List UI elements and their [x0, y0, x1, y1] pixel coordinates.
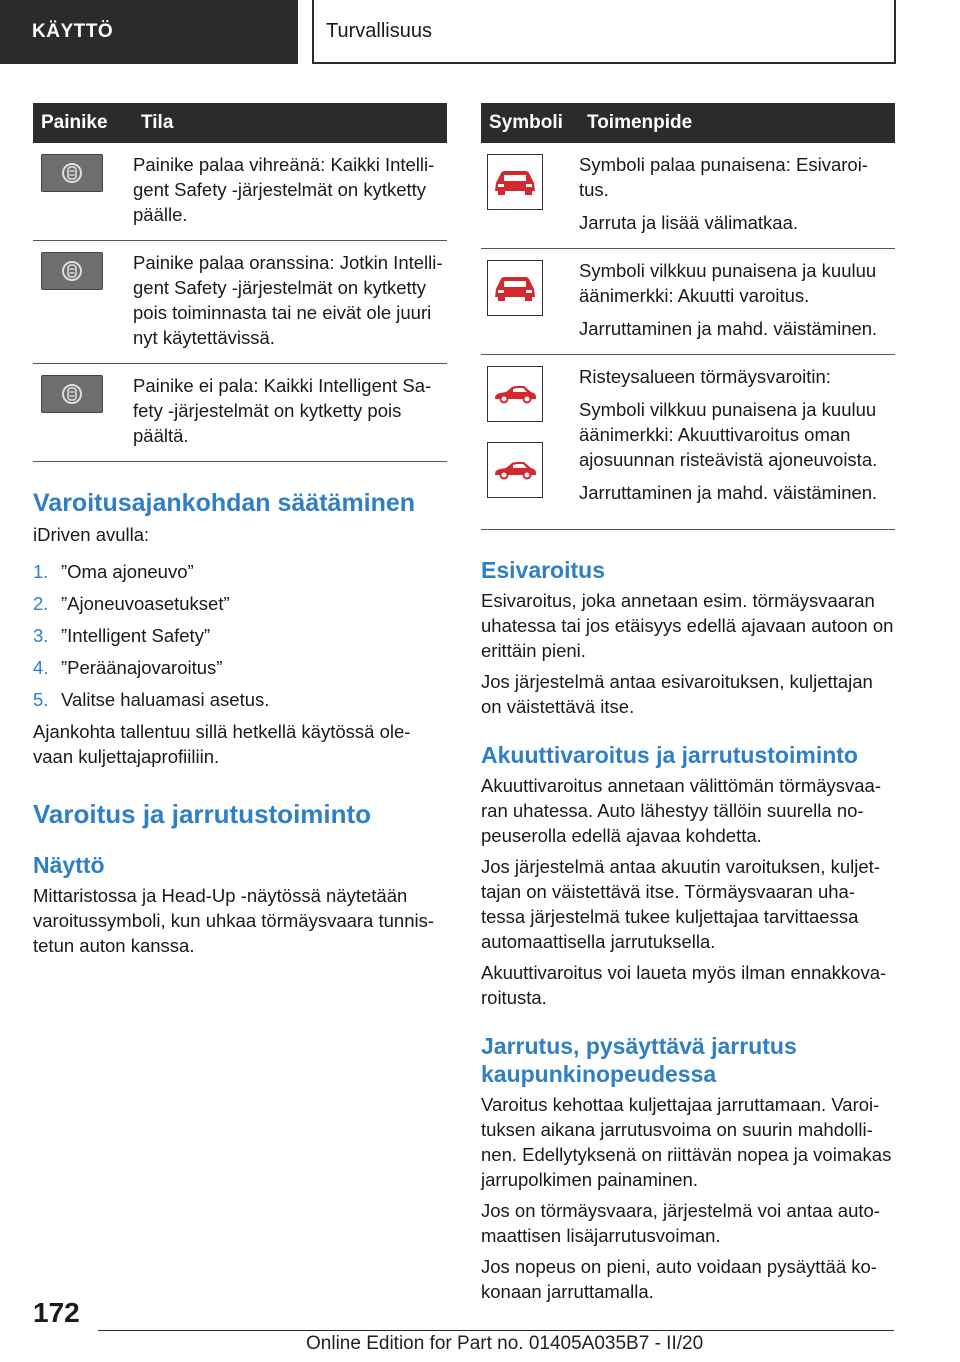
action-text: Risteysalueen törmäysvaroitin: — [579, 366, 831, 387]
button-status-table — [33, 103, 447, 462]
paragraph-idrive: iDriven avulla: — [33, 524, 150, 545]
paragraph-pre-warning-1: Esivaroitus, joka annetaan esim. törmäysvaaran uhatessa tai jos etäisyys edellä ajavaan autoon on erittäin pieni. — [481, 590, 894, 661]
intelligent-safety-button-icon — [41, 252, 103, 290]
paragraph-acute-1: Akuuttivaroitus annetaan välittömän törmäysvaa-ran uhatessa. Auto lähestyy tällöin suurella no-peuserolla edellä ajavaa kohdetta. — [481, 775, 882, 846]
list-item: 3. ”Intelligent Safety” — [33, 625, 211, 646]
heading-display: Näyttö — [33, 852, 105, 878]
paragraph-brake-1: Varoitus kehottaa kuljettajaa jarruttamaan. Varoi-tuksen aikana jarrutusvoima on suurin mahdolli-nen. Edellytyksenä on riittävän nopea ja voimakas jarrupolkimen painaminen. — [481, 1094, 892, 1190]
heading-braking: Jarrutus, pysäyttävä jarrutus kaupunkinopeudessa — [481, 1033, 797, 1087]
table-header-symbol: Symboli — [481, 103, 579, 143]
action-text: Jarruttaminen ja mahd. väistäminen. — [579, 482, 878, 503]
table-row — [481, 355, 895, 530]
table-row — [481, 143, 895, 249]
table-row — [33, 364, 447, 462]
action-text: Jarruta ja lisää välimatkaa. — [579, 212, 799, 233]
car-side-warning-icon — [487, 442, 543, 498]
list-item: 5. Valitse haluamasi asetus. — [33, 689, 270, 710]
paragraph-acute-2: Jos järjestelmä antaa akuutin varoituksen, kuljet-tajan on väistettävä itse. Törmäysvaaran uha-tessa järjestelmä tukee kuljettajaa tarvittaessa automaattisella jarrutuksella. — [481, 856, 880, 952]
list-item: 2. ”Ajoneuvoasetukset” — [33, 593, 230, 614]
intelligent-safety-button-icon — [41, 375, 103, 413]
table-row — [33, 241, 447, 364]
row-text: Painike palaa oranssina: Jotkin Intelli-gent Safety -järjestelmät on kytketty pois toiminnasta tai ne eivät ole juuri nyt käytettävissä. — [133, 241, 447, 364]
table-row — [33, 143, 447, 241]
intelligent-safety-button-icon — [41, 154, 103, 192]
heading-warning-timing: Varoitusajankohdan säätäminen — [33, 489, 416, 517]
paragraph-saved: Ajankohta tallentuu sillä hetkellä käytössä ole-vaan kuljettajaprofiiliin. — [33, 721, 411, 767]
footer-edition: Online Edition for Part no. 01405A035B7 - II/20 — [306, 1333, 704, 1354]
symbol-action-table — [481, 103, 895, 530]
footer-divider — [98, 1330, 894, 1331]
right-column — [481, 103, 895, 1304]
car-side-warning-icon — [487, 366, 543, 422]
chapter-title: Turvallisuus — [312, 0, 896, 64]
list-item: 1. ”Oma ajoneuvo” — [33, 561, 194, 582]
steps-list — [33, 559, 447, 712]
paragraph-display: Mittaristossa ja Head-Up -näytössä näytetään varoitussymboli, kun uhkaa törmäysvaara tunnis-tetun auton kanssa. — [33, 885, 435, 956]
action-text: Jarruttaminen ja mahd. väistäminen. — [579, 318, 878, 339]
heading-acute-warning: Akuuttivaroitus ja jarrutustoiminto — [481, 742, 858, 768]
paragraph-acute-3: Akuuttivaroitus voi laueta myös ilman ennakkova-roitusta. — [481, 962, 887, 1008]
left-column — [33, 103, 447, 958]
page-number: 172 — [33, 1297, 80, 1328]
section-tab: KÄYTTÖ — [0, 0, 298, 64]
list-item: 4. ”Peräänajovaroitus” — [33, 657, 223, 678]
table-header-action: Toimenpide — [579, 103, 895, 143]
table-header-button: Painike — [33, 103, 133, 143]
car-front-warning-icon — [487, 154, 543, 210]
heading-pre-warning: Esivaroitus — [481, 557, 605, 583]
paragraph-brake-2: Jos on törmäysvaara, järjestelmä voi antaa auto-maattisen lisäjarrutusvoiman. — [481, 1200, 880, 1246]
paragraph-brake-3: Jos nopeus on pieni, auto voidaan pysäyttää ko-konaan jarruttamalla. — [481, 1256, 877, 1302]
row-text: Painike palaa vihreänä: Kaikki Intelli-gent Safety -järjestelmät on kytketty päälle. — [133, 143, 447, 241]
action-text: Symboli vilkkuu punaisena ja kuuluu äänimerkki: Akuuttivaroitus oman ajosuunnan risteävistä ajoneuvoista. — [579, 399, 878, 470]
action-text: Symboli palaa punaisena: Esivaroi-tus. — [579, 154, 868, 200]
page-header — [0, 0, 960, 66]
car-front-warning-icon — [487, 260, 543, 316]
action-text: Symboli vilkkuu punaisena ja kuuluu äänimerkki: Akuutti varoitus. — [579, 260, 877, 306]
paragraph-pre-warning-2: Jos järjestelmä antaa esivaroituksen, kuljettajan on väistettävä itse. — [481, 671, 873, 717]
heading-warning-braking: Varoitus ja jarrutustoiminto — [33, 799, 372, 829]
table-header-state: Tila — [133, 103, 447, 143]
row-text: Painike ei pala: Kaikki Intelligent Sa-fety -järjestelmät on kytketty pois päältä. — [133, 364, 447, 462]
table-row — [481, 249, 895, 355]
